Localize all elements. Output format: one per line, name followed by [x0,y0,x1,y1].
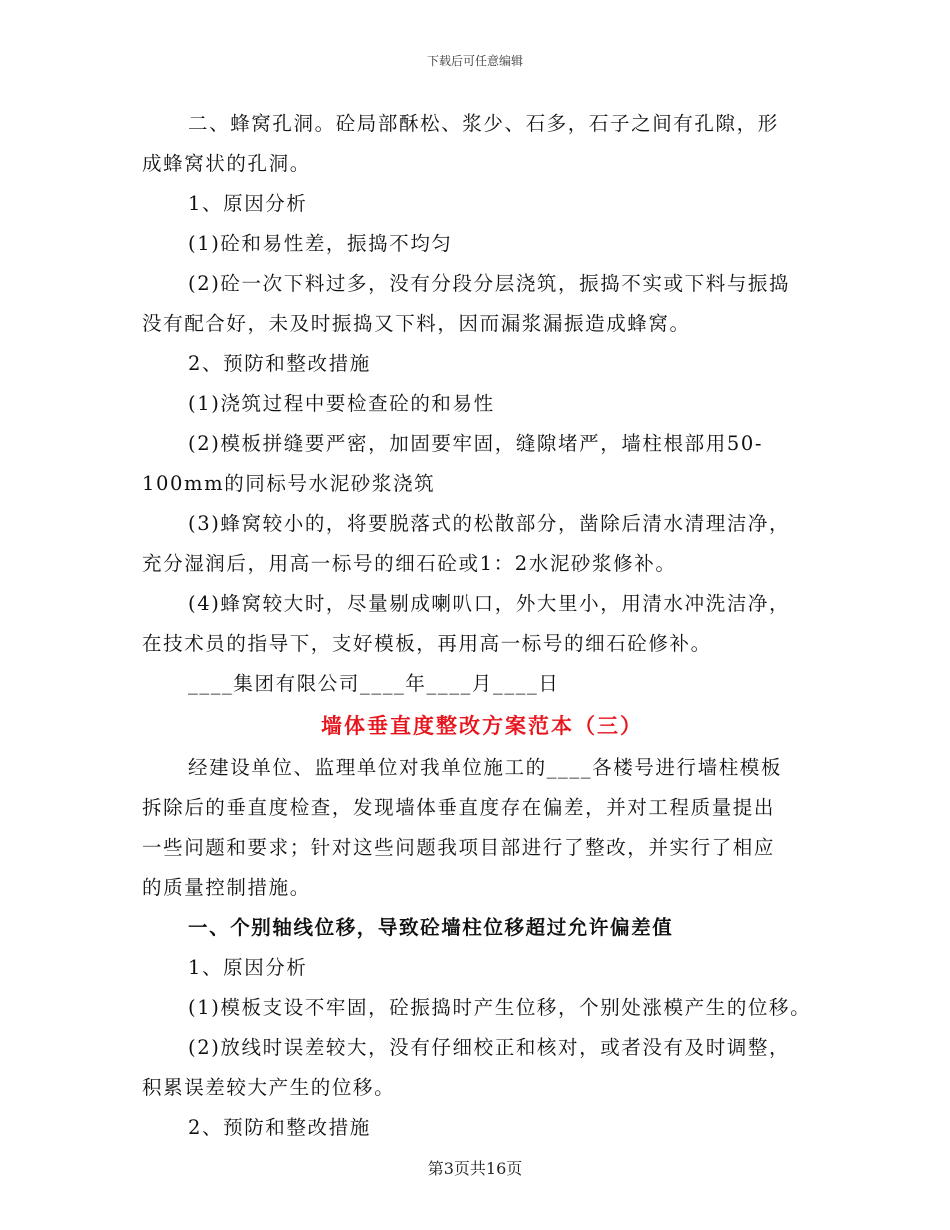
paragraph-line: 一些问题和要求；针对这些问题我项目部进行了整改，并实行了相应 [142,836,776,859]
paragraph-line: 经建设单位、监理单位对我单位施工的____各楼号进行墙柱模板 [188,756,783,779]
paragraph-line: (1)浇筑过程中要检查砼的和易性 [188,392,495,415]
page-header: 下载后可任意编辑 [426,54,523,68]
paragraph-line: 二、蜂窝孔洞。砼局部酥松、浆少、石多，石子之间有孔隙，形 [188,112,779,135]
paragraph-line: (1)模板支设不牢固，砼振捣时产生位移，个别处涨模产生的位移。 [188,996,812,1019]
section-title: 墙体垂直度整改方案范本（三） [321,713,643,738]
paragraph-line: 充分湿润后，用高一标号的细石砼或1：2水泥砂浆修补。 [142,552,677,575]
paragraph-line: (2)砼一次下料过多，没有分段分层浇筑，振捣不实或下料与振捣 [188,272,791,295]
paragraph-line: 没有配合好，未及时振捣又下料，因而漏浆漏振造成蜂窝。 [142,312,691,335]
paragraph-line: 2、预防和整改措施 [188,1116,371,1139]
paragraph-line: 2、预防和整改措施 [188,352,371,375]
document-body [142,104,822,1148]
paragraph-line: (4)蜂窝较大时，尽量剔成喇叭口，外大里小，用清水冲洗洁净， [188,592,791,615]
subsection-heading: 一、个别轴线位移，导致砼墙柱位移超过允许偏差值 [188,916,674,939]
paragraph-line: 在技术员的指导下，支好模板，再用高一标号的细石砼修补。 [142,632,712,655]
paragraph-line: (2)模板拼缝要严密，加固要牢固，缝隙堵严，墙柱根部用50- [188,432,764,455]
paragraph-line: 的质量控制措施。 [142,876,311,899]
paragraph-line: 100mm的同标号水泥砂浆浇筑 [142,472,436,495]
paragraph-line: (3)蜂窝较小的，将要脱落式的松散部分，凿除后清水清理洁净， [188,512,791,535]
paragraph-line: 成蜂窝状的孔洞。 [142,152,311,175]
paragraph-line: 拆除后的垂直度检查，发现墙体垂直度存在偏差，并对工程质量提出 [142,796,776,819]
paragraph-line: 1、原因分析 [188,956,308,979]
paragraph-line: (2)放线时误差较大，没有仔细校正和核对，或者没有及时调整， [188,1036,791,1059]
paragraph-line: 1、原因分析 [188,192,308,215]
paragraph-line: 积累误差较大产生的位移。 [142,1076,396,1099]
signature-line: ____集团有限公司____年____月____日 [188,672,560,695]
page-footer: 第3页共16页 [427,1159,523,1178]
paragraph-line: (1)砼和易性差，振捣不均匀 [188,232,453,255]
